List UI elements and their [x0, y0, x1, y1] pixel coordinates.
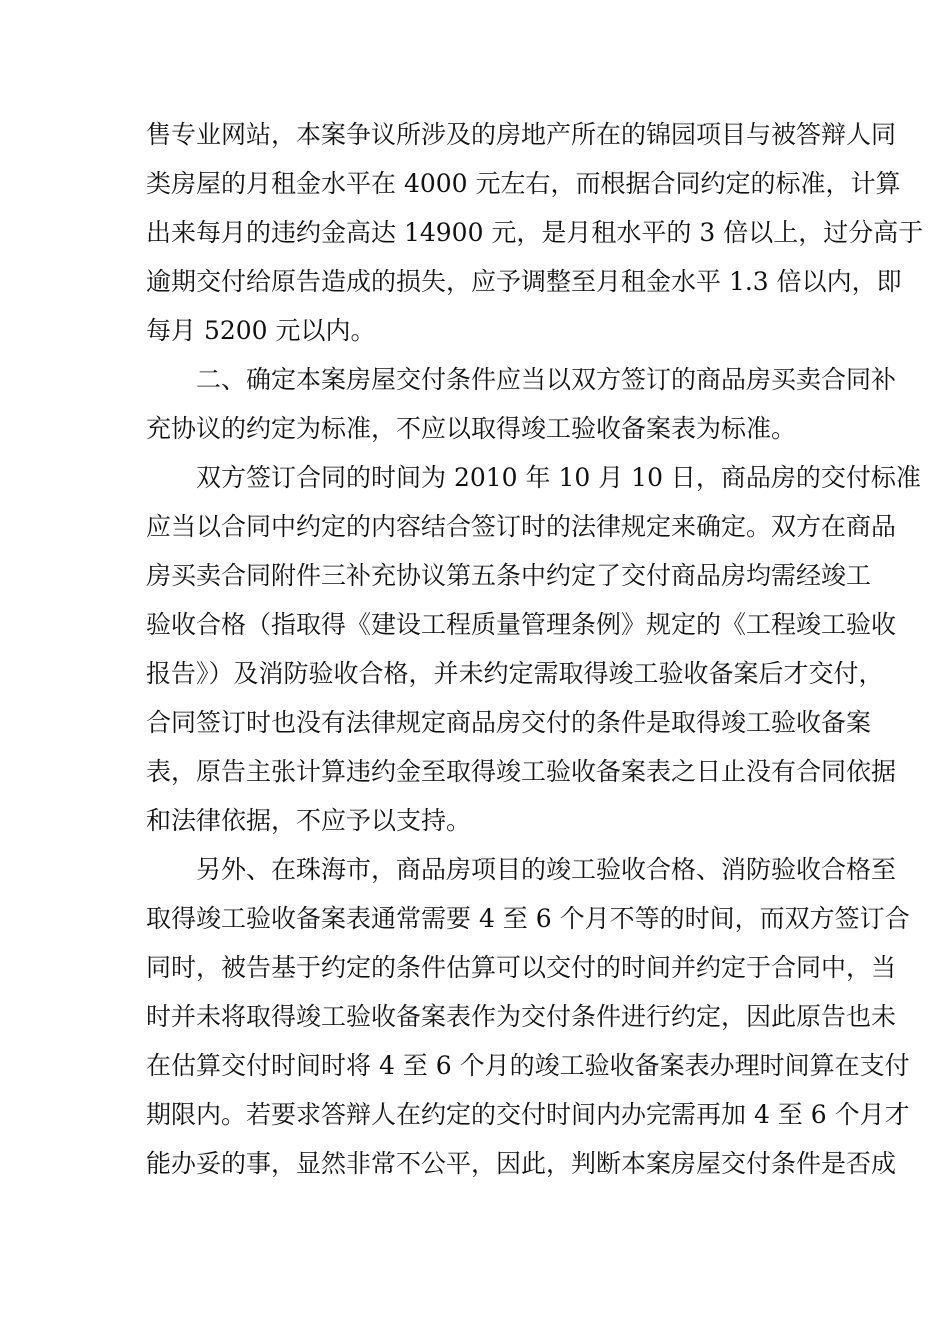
text-line: 能办妥的事，显然非常不公平，因此，判断本案房屋交付条件是否成 [146, 1149, 897, 1178]
text-line: 充协议的约定为标准，不应以取得竣工验收备案表为标准。 [146, 414, 797, 443]
text-line: 房买卖合同附件三补充协议第五条中约定了交付商品房均需经竣工 [146, 561, 872, 590]
text-line: 同时，被告基于约定的条件估算可以交付的时间并约定于合同中，当 [146, 953, 897, 982]
text-line: 报告》）及消防验收合格，并未约定需取得竣工验收备案后才交付， [146, 659, 884, 688]
text-line: 出来每月的违约金高达 14900 元，是月租水平的 3 倍以上，过分高于 [146, 218, 924, 247]
text-line: 期限内。若要求答辩人在约定的交付时间内办完需再加 4 至 6 个月才 [146, 1100, 910, 1129]
text-line: 和法律依据，不应予以支持。 [146, 806, 472, 835]
document-page [146, 110, 924, 1188]
text-line: 二、确定本案房屋交付条件应当以双方签订的商品房买卖合同补 [196, 365, 897, 394]
text-line: 在估算交付时间时将 4 至 6 个月的竣工验收备案表办理时间算在支付 [146, 1051, 910, 1080]
text-line: 售专业网站，本案争议所涉及的房地产所在的锦园项目与被答辩人同 [146, 120, 897, 149]
text-line: 时并未将取得竣工验收备案表作为交付条件进行约定，因此原告也未 [146, 1002, 897, 1031]
text-line: 表，原告主张计算违约金至取得竣工验收备案表之日止没有合同依据 [146, 757, 897, 786]
text-line: 逾期交付给原告造成的损失，应予调整至月租金水平 1.3 倍以内，即 [146, 267, 902, 296]
text-line: 类房屋的月租金水平在 4000 元左右，而根据合同约定的标准，计算 [146, 169, 901, 198]
text-line: 应当以合同中约定的内容结合签订时的法律规定来确定。双方在商品 [146, 512, 897, 541]
text-line: 另外、在珠海市，商品房项目的竣工验收合格、消防验收合格至 [196, 855, 897, 884]
text-line: 验收合格（指取得《建设工程质量管理条例》规定的《工程竣工验收 [146, 610, 897, 639]
text-line: 双方签订合同的时间为 2010 年 10 月 10 日，商品房的交付标准 [196, 463, 921, 492]
text-line: 合同签订时也没有法律规定商品房交付的条件是取得竣工验收备案 [146, 708, 872, 737]
text-line: 取得竣工验收备案表通常需要 4 至 6 个月不等的时间，而双方签订合 [146, 904, 910, 933]
text-line: 每月 5200 元以内。 [146, 316, 376, 345]
